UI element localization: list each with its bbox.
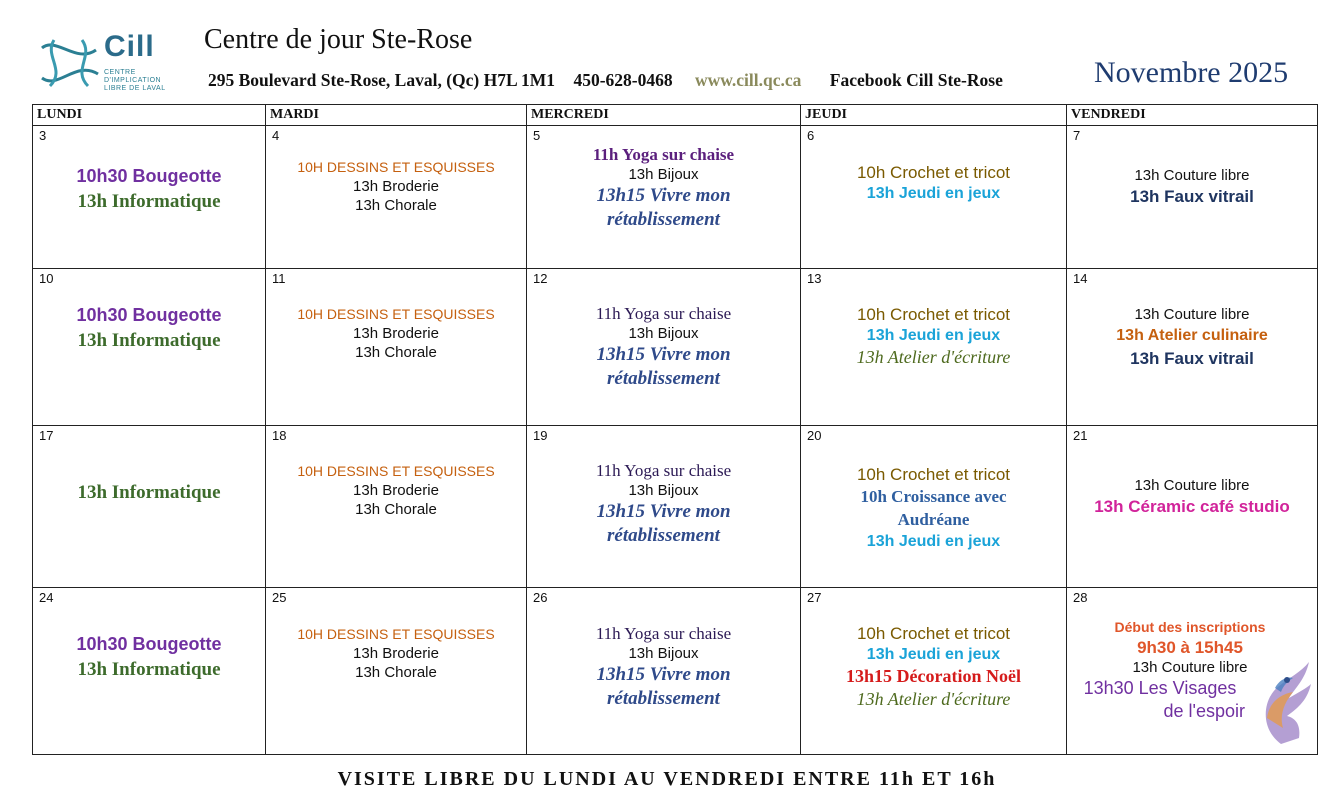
calendar-table <box>32 104 1318 755</box>
event: 10H DESSINS ET ESQUISSES <box>297 463 495 479</box>
day-number: 19 <box>533 428 548 443</box>
event: 13h Couture libre <box>1134 477 1250 494</box>
event: 13h Chorale <box>355 664 437 681</box>
day-number: 7 <box>1073 128 1081 143</box>
day-number: 18 <box>272 428 287 443</box>
event: 11h Yoga sur chaise <box>592 145 735 164</box>
logo-name: Cill <box>104 30 155 63</box>
day-cell <box>266 426 527 588</box>
day-number: 24 <box>39 590 54 605</box>
day-number: 27 <box>807 590 822 605</box>
event: 11h Yoga sur chaise <box>595 624 732 643</box>
weekday-monday: LUNDI <box>33 105 266 126</box>
event: 11h Yoga sur chaise <box>595 461 732 480</box>
day-cell <box>527 426 801 588</box>
event: 13h Jeudi en jeux <box>866 327 1001 344</box>
day-number: 20 <box>807 428 822 443</box>
event: 9h30 à 15h45 <box>1137 638 1243 657</box>
event: 13h Couture libre <box>1134 306 1250 323</box>
day-cell <box>801 588 1067 755</box>
day-number: 12 <box>533 271 548 286</box>
event: 13h Jeudi en jeux <box>866 185 1001 202</box>
event: 10H DESSINS ET ESQUISSES <box>297 306 495 322</box>
event: rétablissement <box>607 368 720 389</box>
week-row <box>33 126 1318 269</box>
day-cell <box>1067 426 1318 588</box>
day-number: 5 <box>533 128 541 143</box>
event: 13h Informatique <box>77 330 221 351</box>
day-cell <box>527 588 801 755</box>
event: rétablissement <box>607 209 720 230</box>
logo-tagline: CENTRE D'IMPLICATION LIBRE DE LAVAL <box>104 69 166 92</box>
event: 10h Crochet et tricot <box>856 163 1011 182</box>
event: 13h Jeudi en jeux <box>866 646 1001 663</box>
day-cell <box>801 269 1067 426</box>
day-cell <box>1067 588 1318 755</box>
facebook-text: Facebook Cill Ste-Rose <box>829 70 1003 90</box>
day-cell <box>266 269 527 426</box>
event: 13h Couture libre <box>1134 167 1250 184</box>
day-cell <box>33 126 266 269</box>
event: 13h Atelier d'écriture <box>856 689 1011 709</box>
event: 13h Céramic café studio <box>1094 497 1290 516</box>
event: 13h30 Les Visages <box>1083 678 1237 698</box>
event: 10h30 Bougeotte <box>76 634 222 654</box>
event: rétablissement <box>607 688 720 709</box>
event: 10h Croissance avec <box>860 487 1007 506</box>
event: 10h Crochet et tricot <box>856 465 1011 484</box>
event: 13h Informatique <box>77 482 221 503</box>
day-cell <box>33 588 266 755</box>
event: de l'espoir <box>1163 701 1245 721</box>
day-number: 10 <box>39 271 54 286</box>
event: 10h Crochet et tricot <box>856 305 1011 324</box>
address-text: 295 Boulevard Ste-Rose, Laval, (Qc) H7L 1M1 <box>208 70 556 90</box>
weekday-tuesday: MARDI <box>266 105 527 126</box>
event: 13h Chorale <box>355 344 437 361</box>
day-number: 28 <box>1073 590 1088 605</box>
day-number: 4 <box>272 128 280 143</box>
day-cell <box>266 126 527 269</box>
event: 13h Bijoux <box>628 482 699 499</box>
event: 13h Faux vitrail <box>1130 187 1254 206</box>
week-row <box>33 588 1318 755</box>
weekday-wednesday: MERCREDI <box>527 105 801 126</box>
event: 13h15 Vivre mon <box>596 501 731 522</box>
weekday-thursday: JEUDI <box>801 105 1067 126</box>
contact-line <box>208 70 1003 91</box>
day-cell <box>33 426 266 588</box>
event: 13h Bijoux <box>628 645 699 662</box>
month-title: Novembre 2025 <box>1094 56 1289 89</box>
day-cell <box>527 126 801 269</box>
day-number: 26 <box>533 590 548 605</box>
day-cell <box>801 126 1067 269</box>
event: 13h Broderie <box>353 325 439 342</box>
day-number: 6 <box>807 128 815 143</box>
event: 13h15 Vivre mon <box>596 344 731 365</box>
event: Début des inscriptions <box>1114 619 1266 635</box>
event: rétablissement <box>607 525 720 546</box>
event: 13h Informatique <box>77 191 221 212</box>
footer-note: VISITE LIBRE DU LUNDI AU VENDREDI ENTRE 11h ET 16h <box>337 768 997 790</box>
day-number: 13 <box>807 271 822 286</box>
event: 13h Informatique <box>77 659 221 680</box>
website-link[interactable]: www.cill.qc.ca <box>694 70 802 90</box>
event: 10h30 Bougeotte <box>76 166 222 186</box>
event: 13h Jeudi en jeux <box>866 533 1001 550</box>
day-number: 21 <box>1073 428 1088 443</box>
day-cell <box>1067 269 1318 426</box>
event: 13h Broderie <box>353 645 439 662</box>
event: 10h Crochet et tricot <box>856 624 1011 643</box>
event: 13h Atelier culinaire <box>1116 327 1268 344</box>
day-cell <box>266 588 527 755</box>
event: 13h15 Vivre mon <box>596 664 731 685</box>
week-row <box>33 269 1318 426</box>
event: 13h15 Vivre mon <box>596 185 731 206</box>
event: Audréane <box>897 510 970 529</box>
day-number: 3 <box>39 128 47 143</box>
event: 13h Bijoux <box>628 325 699 342</box>
event: 13h Atelier d'écriture <box>856 347 1011 367</box>
event: 13h Bijoux <box>628 166 699 183</box>
event: 13h Faux vitrail <box>1130 349 1254 368</box>
event: 13h Couture libre <box>1132 659 1248 676</box>
day-number: 11 <box>272 271 286 286</box>
day-number: 25 <box>272 590 287 605</box>
weekday-header-row <box>33 105 1318 126</box>
event: 11h Yoga sur chaise <box>595 304 732 323</box>
week-row <box>33 426 1318 588</box>
phone-text: 450-628-0468 <box>573 70 673 90</box>
day-number: 14 <box>1073 271 1088 286</box>
event: 13h Chorale <box>355 197 437 214</box>
event: 10H DESSINS ET ESQUISSES <box>297 159 495 175</box>
day-number: 17 <box>39 428 54 443</box>
event: 13h Chorale <box>355 501 437 518</box>
event: 13h Broderie <box>353 178 439 195</box>
faces-bird-illustration-icon <box>1249 658 1313 748</box>
event: 13h Broderie <box>353 482 439 499</box>
day-cell <box>1067 126 1318 269</box>
day-cell <box>527 269 801 426</box>
weekday-friday: VENDREDI <box>1067 105 1318 126</box>
day-cell <box>801 426 1067 588</box>
event: 13h15 Décoration Noël <box>846 666 1021 686</box>
event: 10H DESSINS ET ESQUISSES <box>297 626 495 642</box>
day-cell <box>33 269 266 426</box>
page-title: Centre de jour Ste-Rose <box>204 24 473 55</box>
event: 10h30 Bougeotte <box>76 305 222 325</box>
